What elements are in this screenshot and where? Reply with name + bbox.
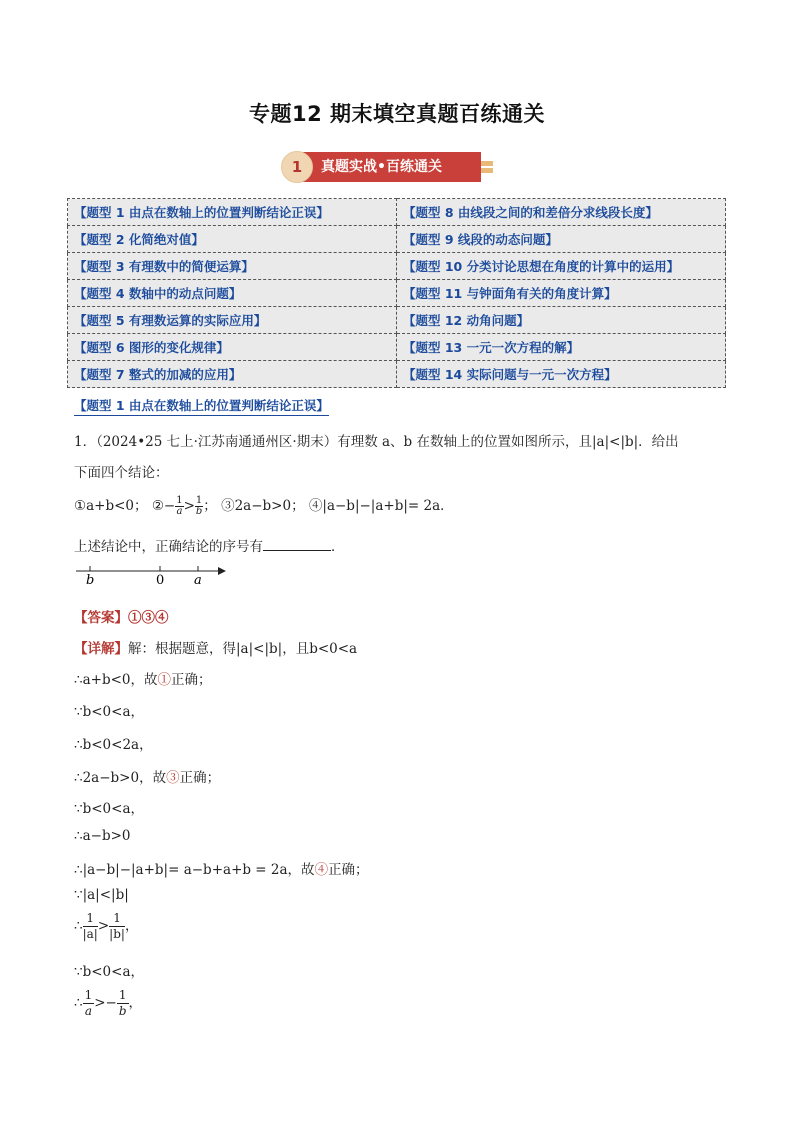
fraction-denominator: a (84, 1004, 92, 1018)
fraction-numerator: 1 (83, 911, 98, 927)
type-link[interactable]: 【题型 6 图形的变化规律】 (68, 334, 397, 361)
conclusion-1: ①a+b<0； (74, 498, 148, 514)
step-text: ∵b<0<a， (74, 704, 144, 720)
question-stem-cont: 下面四个结论： (74, 465, 169, 481)
step-text: ∴|a−b|−|a+b|= a−b+a+b = 2a，故 (74, 862, 315, 878)
solution-step (74, 733, 153, 753)
question-stem: 1．（2024•25 七上·江苏南通通州区·期末）有理数 a、b 在数轴上的位置如图所示，且|a|<|b|．给出 (74, 434, 679, 450)
type-link[interactable]: 【题型 14 实际问题与一元一次方程】 (397, 361, 726, 388)
conclusion-2-end: ； (203, 498, 217, 514)
solution-step (74, 668, 212, 688)
section-heading[interactable]: 【题型 1 由点在数轴上的位置判断结论正误】 (74, 396, 329, 416)
label-a: a (194, 573, 202, 588)
conclusion-4: ④|a−b|−|a+b|= 2a． (308, 498, 454, 514)
type-link[interactable]: 【题型 8 由线段之间的和差倍分求线段长度】 (397, 199, 726, 226)
step-result: 正确； (328, 862, 369, 878)
type-link[interactable]: 【题型 11 与钟面角有关的角度计算】 (397, 280, 726, 307)
solution-fraction-step (74, 911, 138, 942)
type-row (68, 307, 726, 334)
solution-step (74, 797, 144, 817)
step-mark: ④ (314, 862, 329, 878)
banner-tab (481, 161, 493, 166)
number-line (72, 562, 232, 588)
banner-number: 1 (281, 151, 313, 183)
fraction-denominator: |a| (82, 927, 98, 941)
type-row (68, 334, 726, 361)
question-type-table (67, 198, 726, 388)
banner-tab (481, 168, 493, 173)
fraction (83, 911, 98, 942)
fraction-numerator: 1 (109, 911, 125, 927)
answer (74, 606, 169, 626)
fraction-denominator: b (118, 1004, 127, 1018)
question-ask (74, 535, 345, 555)
step-end: ， (128, 995, 142, 1011)
type-row (68, 226, 726, 253)
conclusion-2-op: > (183, 498, 195, 514)
conclusion-2-sign: ②− (151, 498, 176, 514)
step-text: ∵b<0<a， (74, 801, 144, 817)
label-b: b (86, 573, 95, 588)
step-op: >− (94, 995, 117, 1011)
fraction-denominator: b (195, 506, 203, 517)
type-link[interactable]: 【题型 5 有理数运算的实际应用】 (68, 307, 397, 334)
type-link[interactable]: 【题型 13 一元一次方程的解】 (397, 334, 726, 361)
step-text: ∴b<0<2a， (74, 737, 153, 753)
step-text: ∴a+b<0，故 (74, 672, 158, 688)
fraction (175, 496, 183, 517)
solution-step (74, 700, 144, 720)
type-link[interactable]: 【题型 2 化简绝对值】 (68, 226, 397, 253)
fraction-denominator: |b| (109, 927, 125, 941)
solution-step: ∵b<0<a， (74, 964, 144, 980)
step-prefix: ∴ (74, 918, 83, 934)
type-link[interactable]: 【题型 7 整式的加减的应用】 (68, 361, 397, 388)
question-ask-end: ． (331, 539, 345, 555)
type-row (68, 280, 726, 307)
question-ask-text: 上述结论中，正确结论的序号有 (74, 539, 263, 555)
solution-step (74, 766, 220, 786)
step-mark: ① (157, 672, 171, 688)
step-text: ∵|a|<|b| (74, 887, 129, 903)
page-title: 专题12 期末填空真题百练通关 (248, 102, 546, 126)
banner-text: 真题实战•百练通关 (321, 159, 442, 175)
step-mark: ③ (166, 770, 180, 786)
solution-step (74, 858, 369, 878)
section-banner (281, 150, 511, 184)
type-row (68, 361, 726, 388)
solution-step (74, 828, 131, 844)
number-line-arrow (218, 567, 226, 575)
conclusion-2 (151, 495, 217, 517)
type-link[interactable]: 【题型 10 分类讨论思想在角度的计算中的运用】 (397, 253, 726, 280)
fraction-numerator: 1 (118, 988, 127, 1002)
type-link[interactable]: 【题型 12 动角问题】 (397, 307, 726, 334)
fraction-numerator: 1 (84, 988, 93, 1002)
step-result: 正确； (179, 770, 221, 786)
type-row (68, 199, 726, 226)
fraction-numerator: 1 (176, 495, 183, 506)
type-row (68, 253, 726, 280)
label-0: 0 (156, 573, 165, 588)
answer-label: 【答案】 (74, 610, 128, 626)
solution-step (74, 887, 129, 903)
detail-intro (74, 637, 357, 657)
type-link[interactable]: 【题型 9 线段的动态问题】 (397, 226, 726, 253)
conclusion-3: ③2a−b>0； (221, 498, 305, 514)
step-result: 正确； (171, 672, 212, 688)
fraction (117, 988, 129, 1019)
fraction (83, 988, 95, 1019)
fraction (109, 911, 125, 942)
type-link[interactable]: 【题型 1 由点在数轴上的位置判断结论正误】 (68, 199, 397, 226)
step-text: ∴2a−b>0，故 (74, 770, 167, 786)
detail-label: 【详解】 (74, 641, 128, 657)
conclusions (74, 494, 454, 517)
step-op: > (97, 918, 110, 934)
fraction-numerator: 1 (195, 495, 203, 506)
type-link[interactable]: 【题型 4 数轴中的动点问题】 (68, 280, 397, 307)
step-text: ∴a−b>0 (74, 828, 131, 844)
fraction-denominator: a (176, 506, 183, 517)
step-prefix: ∴ (74, 995, 83, 1011)
type-link[interactable]: 【题型 3 有理数中的简便运算】 (68, 253, 397, 280)
solution-fraction-step (74, 988, 142, 1019)
step-end: ， (124, 918, 139, 934)
detail-intro-text: 解：根据题意，得|a|<|b|，且b<0<a (128, 641, 358, 657)
answer-value: ①③④ (128, 610, 169, 626)
answer-blank[interactable] (263, 536, 331, 551)
